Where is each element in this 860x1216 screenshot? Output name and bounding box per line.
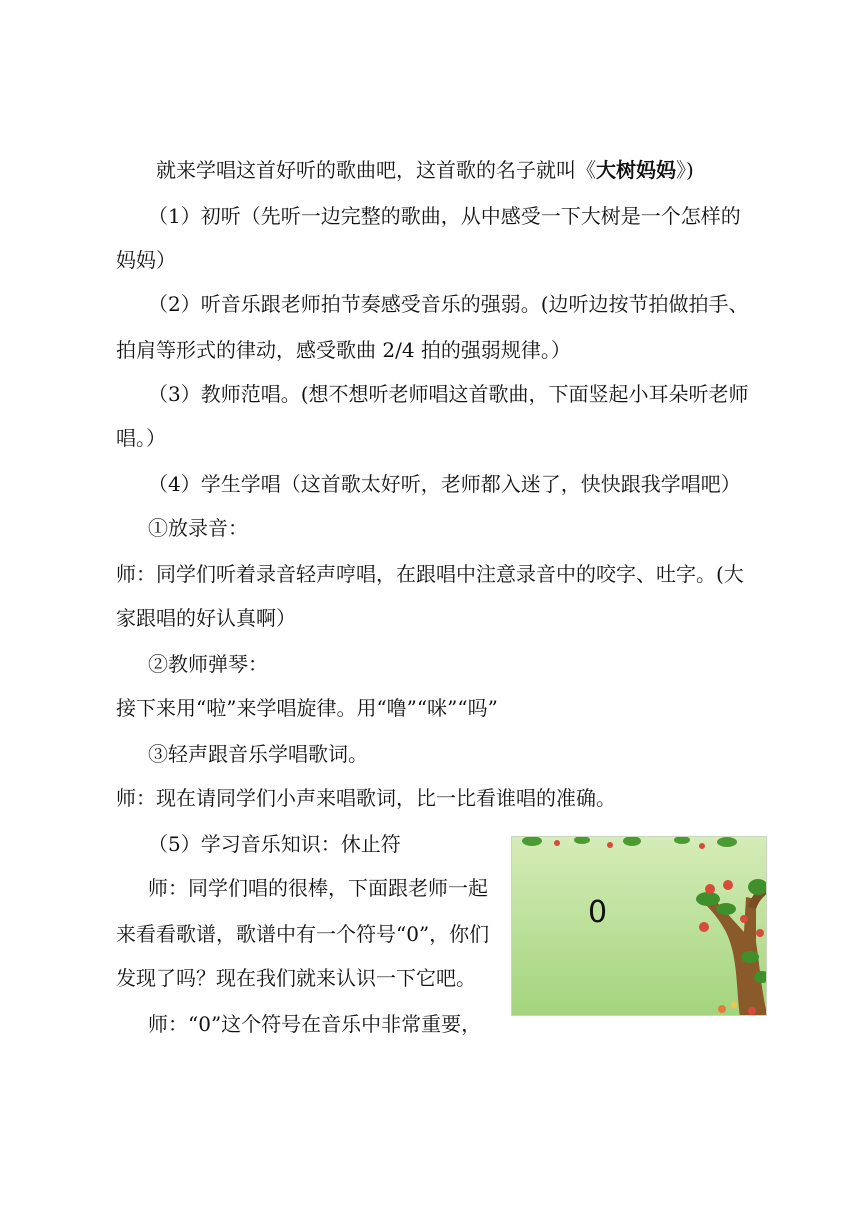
paragraph-line: 唱。） [116, 426, 166, 450]
paragraph-line: 师：“0”这个符号在音乐中非常重要， [148, 1012, 482, 1036]
paragraph-line: ①放录音： [148, 516, 248, 540]
rest-symbol-zero: 0 [588, 895, 608, 930]
paragraph-line: 妈妈） [116, 248, 176, 272]
paragraph-line: ③轻声跟音乐学唱歌词。 [148, 742, 368, 766]
paragraph-line: 师：同学们唱的很棒，下面跟老师一起 [148, 876, 488, 900]
paragraph-line: 来看看歌谱，歌谱中有一个符号“0”，你们 [116, 922, 490, 946]
paragraph-line: （3）教师范唱。(想不想听老师唱这首歌曲，下面竖起小耳朵听老师 [148, 382, 749, 406]
tree-scene-image [512, 837, 767, 1016]
paragraph-line: 接下来用“啦”来学唱旋律。用“噜”“咪”“吗” [116, 696, 498, 720]
paragraph-line: （4）学生学唱（这首歌太好听，老师都入迷了，快快跟我学唱吧） [148, 472, 741, 496]
paragraph-line: 就来学唱这首好听的歌曲吧，这首歌的名子就叫《大树妈妈》) [156, 158, 694, 182]
paragraph-line: ②教师弹琴： [148, 652, 268, 676]
paragraph-line: （1）初听（先听一边完整的歌曲，从中感受一下大树是一个怎样的 [148, 204, 741, 228]
paragraph-line: 家跟唱的好认真啊） [116, 606, 296, 630]
song-title: 大树妈妈 [596, 158, 676, 182]
paragraph-line: 拍肩等形式的律动，感受歌曲 2/4 拍的强弱规律。） [116, 338, 571, 362]
paragraph-line: 师：现在请同学们小声来唱歌词，比一比看谁唱的准确。 [116, 786, 616, 810]
paragraph-line: （2）听音乐跟老师拍节奏感受音乐的强弱。(边听边按节拍做拍手、 [148, 292, 749, 316]
paragraph-line: （5）学习音乐知识：休止符 [148, 832, 401, 856]
rest-symbol-illustration [511, 836, 767, 1016]
paragraph-line: 师：同学们听着录音轻声哼唱，在跟唱中注意录音中的咬字、吐字。(大 [116, 562, 744, 586]
paragraph-line: 发现了吗？现在我们就来认识一下它吧。 [116, 966, 476, 990]
